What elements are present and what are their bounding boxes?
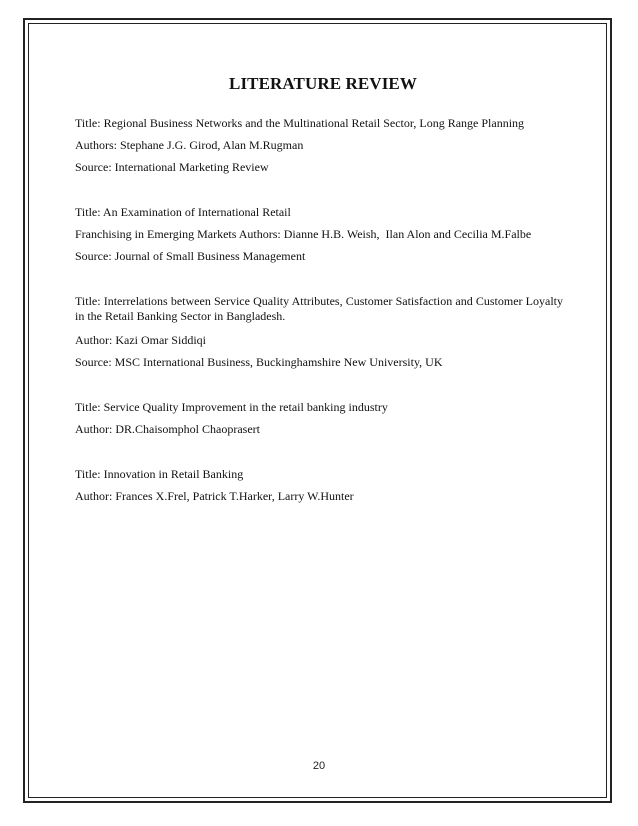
reference-authors: Franchising in Emerging Markets Authors: Dianne H.B. Weish, Ilan Alon and Cecilia M.Falbe — [75, 227, 532, 241]
reference-title: Title: Interrelations between Service Quality Attributes, Customer Satisfaction and Customer Loyalty in the Retail Banking Sector in Bangladesh. — [75, 294, 563, 323]
reference-source: Source: International Marketing Review — [75, 160, 269, 174]
reference-entry — [75, 467, 563, 504]
reference-entry — [75, 294, 563, 370]
reference-title: Title: Service Quality Improvement in the retail banking industry — [75, 400, 388, 414]
reference-authors: Author: Frances X.Frel, Patrick T.Harker, Larry W.Hunter — [75, 489, 354, 503]
reference-authors: Author: DR.Chaisomphol Chaoprasert — [75, 422, 260, 436]
reference-entry — [75, 116, 563, 175]
page-content — [75, 66, 563, 534]
reference-source: Source: Journal of Small Business Management — [75, 249, 306, 263]
page-number: 20 — [312, 760, 326, 772]
reference-authors: Author: Kazi Omar Siddiqi — [75, 333, 206, 347]
reference-entry — [75, 205, 563, 264]
reference-entry — [75, 400, 563, 437]
reference-source: Source: MSC International Business, Buckinghamshire New University, UK — [75, 355, 443, 369]
reference-title: Title: Innovation in Retail Banking — [75, 467, 244, 481]
reference-authors: Authors: Stephane J.G. Girod, Alan M.Rugman — [75, 138, 304, 152]
reference-title: Title: Regional Business Networks and the Multinational Retail Sector, Long Range Planning — [75, 116, 525, 130]
page-heading: LITERATURE REVIEW — [229, 74, 417, 93]
reference-title: Title: An Examination of International Retail — [75, 205, 291, 219]
